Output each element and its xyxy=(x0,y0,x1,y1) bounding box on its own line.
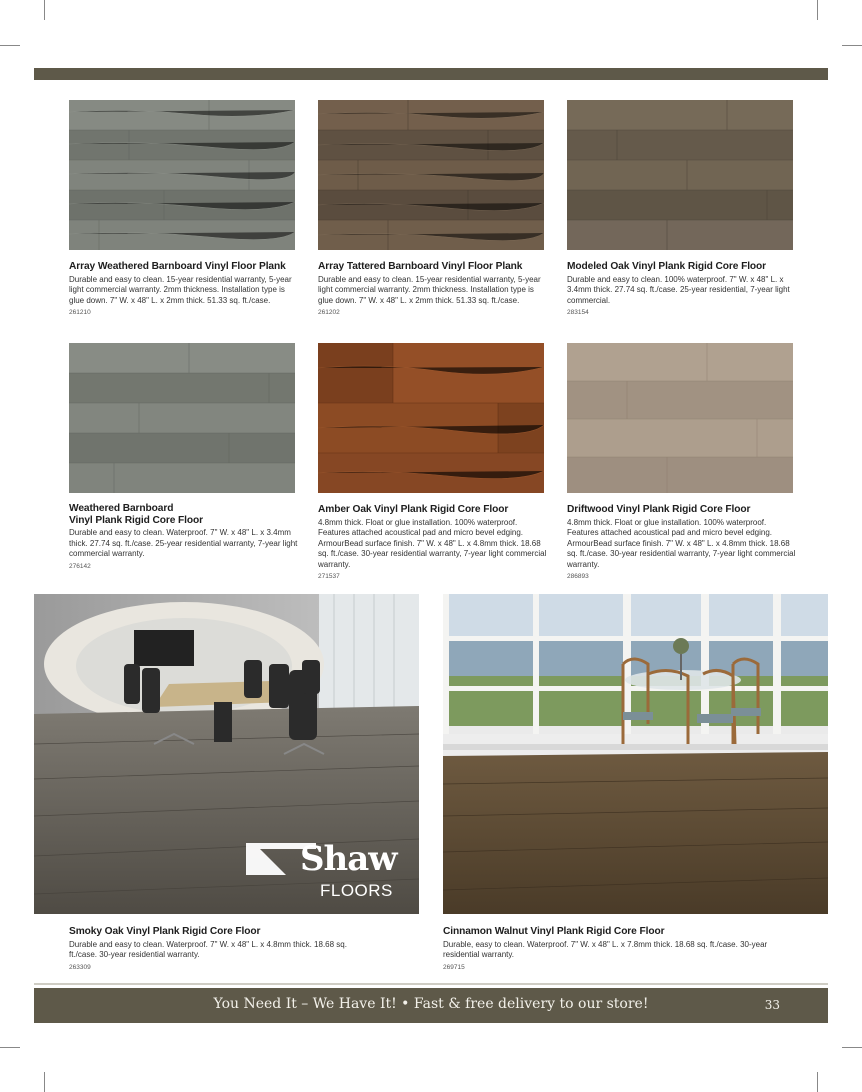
product-description: Durable, easy to clean. Waterproof. 7" W. x 48" L. x 7.8mm thick. 18.68 sq. ft./case. 30-year residential warranty. xyxy=(443,939,768,959)
product-card xyxy=(318,504,550,580)
page-number: 33 xyxy=(764,998,780,1012)
product-name: Array Tattered Barnboard Vinyl Floor Plank xyxy=(318,261,523,272)
footer-tagline: You Need It – We Have It! • Fast & free delivery to our store! xyxy=(213,996,649,1012)
product-description: Durable and easy to clean. Waterproof. 7" W. x 48" L. x 4.8mm thick. 18.68 sq. ft./case. 30-year residential warranty. xyxy=(69,939,347,959)
swatch-driftwood xyxy=(567,343,793,493)
crop-mark xyxy=(842,45,862,46)
product-card xyxy=(443,926,788,971)
swatch-amber-oak xyxy=(318,343,544,493)
logo-brand: Shaw xyxy=(300,839,397,879)
product-card xyxy=(318,261,550,316)
swatch-modeled-oak xyxy=(567,100,793,250)
header-bar xyxy=(34,68,828,80)
product-name: Driftwood Vinyl Plank Rigid Core Floor xyxy=(567,504,751,515)
shaw-floors-logo xyxy=(246,841,410,903)
product-name: Modeled Oak Vinyl Plank Rigid Core Floor xyxy=(567,261,767,272)
product-description: Durable and easy to clean. 15-year residential warranty, 5-year light commercial warranty. 2mm thickness. Installation type is glue down. 7" W. x 48" L. x 2mm thick. 51.33 sq. ft./case. xyxy=(69,274,292,305)
product-card xyxy=(69,503,301,570)
product-sku: 261202 xyxy=(318,309,340,316)
swatch-array-weathered-barnboard xyxy=(69,100,295,250)
crop-mark xyxy=(44,1072,45,1092)
logo-sub: FLOORS xyxy=(320,881,393,900)
footer-bar xyxy=(34,988,828,1023)
footer-divider xyxy=(34,983,828,985)
product-name: Amber Oak Vinyl Plank Rigid Core Floor xyxy=(318,504,509,515)
room-photo-conference xyxy=(34,594,419,914)
product-sku: 261210 xyxy=(69,309,91,316)
product-description: 4.8mm thick. Float or glue installation. 100% waterproof. Features attached acoustical pad and micro bevel edging. ArmourBead surface finish. 7" W. x 48" L. x 4.8mm thick. 18.68 sq. ft./case. 30-year residential warranty, 7-year light commercial warranty. xyxy=(567,517,796,569)
crop-mark xyxy=(817,0,818,20)
product-sku: 276142 xyxy=(69,562,91,570)
crop-mark xyxy=(0,45,20,46)
room-photo-dining xyxy=(443,594,828,914)
crop-mark xyxy=(44,0,45,20)
swatch-weathered-barnboard xyxy=(69,343,295,493)
product-card xyxy=(567,504,799,580)
product-card xyxy=(69,261,301,316)
product-sku: 283154 xyxy=(567,309,589,316)
product-description: Durable and easy to clean. 100% waterproof. 7" W. x 48" L. x 3.4mm thick. 27.74 sq. ft./case. 25-year residential, 7-year light commercial. xyxy=(567,274,790,305)
product-name: Array Weathered Barnboard Vinyl Floor Plank xyxy=(69,261,286,272)
product-sku: 263309 xyxy=(69,963,91,971)
product-sku: 271537 xyxy=(318,573,340,580)
product-card xyxy=(567,261,799,316)
crop-mark xyxy=(842,1047,862,1048)
swatch-array-tattered-barnboard xyxy=(318,100,544,250)
product-description: Durable and easy to clean. 15-year residential warranty, 5-year light commercial warranty. 2mm thickness. Installation type is glue down. 7" W. x 48" L. x 2mm thick. 51.33 sq. ft./case. xyxy=(318,274,541,305)
product-name: Smoky Oak Vinyl Plank Rigid Core Floor xyxy=(69,926,261,937)
crop-mark xyxy=(0,1047,20,1048)
product-card xyxy=(69,926,359,971)
product-name: Weathered Barnboard Vinyl Plank Rigid Core Floor xyxy=(69,503,204,526)
product-description: Durable and easy to clean. Waterproof. 7" W. x 48" L. x 3.4mm thick. 27.74 sq. ft./case. 25-year residential warranty, 7-year light commercial warranty. xyxy=(69,528,298,558)
crop-mark xyxy=(817,1072,818,1092)
product-sku: 269715 xyxy=(443,963,465,971)
product-name: Cinnamon Walnut Vinyl Plank Rigid Core Floor xyxy=(443,926,665,937)
product-description: 4.8mm thick. Float or glue installation. 100% waterproof. Features attached acoustical pad and micro bevel edging. ArmourBead surface finish. 7" W. x 48" L. x 4.8mm thick. 18.68 sq. ft./case. 30-year residential warranty, 7-year light commercial warranty. xyxy=(318,517,547,569)
product-sku: 286893 xyxy=(567,573,589,580)
